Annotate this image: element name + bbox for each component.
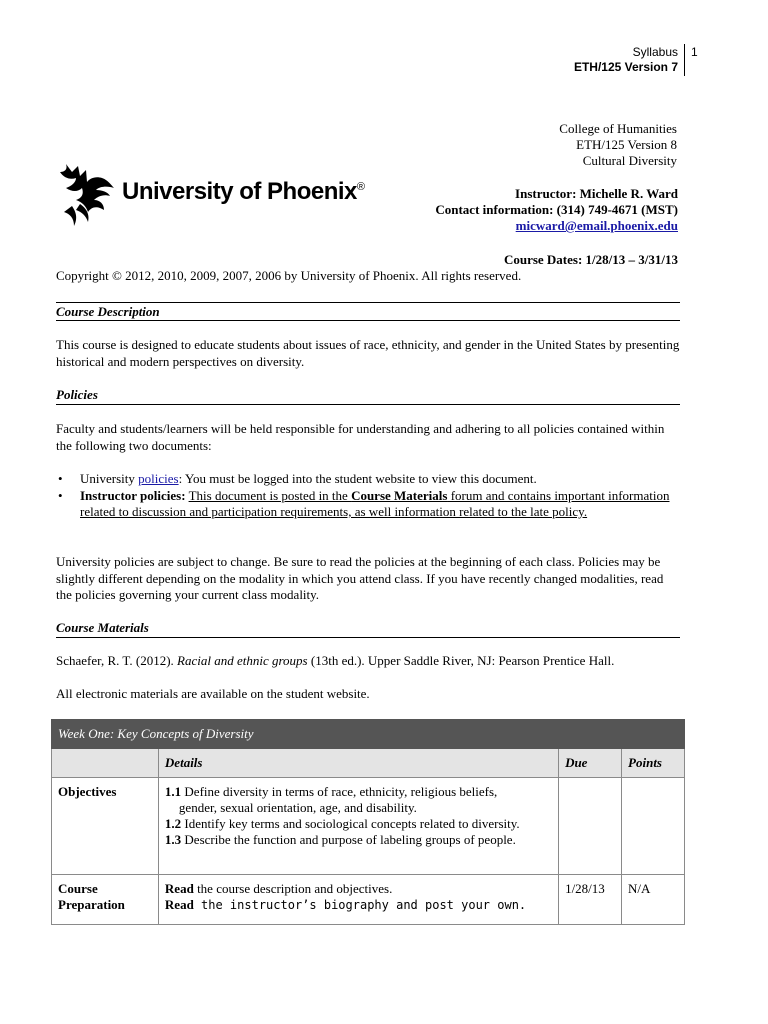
running-header [574,45,678,75]
prep-points: N/A [622,875,685,925]
objective-item-continued: gender, sexual orientation, age, and disability. [178,800,417,815]
electronic-materials-note: All electronic materials are available on the student website. [56,686,370,701]
objectives-due-cell [559,778,622,875]
details-column-header: Details [158,749,558,778]
section-rule [56,404,680,405]
policy-list [56,471,680,521]
objectives-label: Objectives [52,778,159,875]
due-column-header: Due [559,749,622,778]
policy-item-instructor: • Instructor policies: This document is posted in the Course Materials forum and contains important information related to discussion and participation requirements, as well information related to the late policy. [80,488,680,521]
table-row [52,778,685,875]
course-preparation-label: Course Preparation [52,875,159,925]
header-version: ETH/125 Version 7 [573,60,678,74]
section-rule [56,320,680,321]
objective-item: 1.2 Identify key terms and sociological concepts related to diversity. [164,816,520,831]
objectives-points-cell [622,778,685,875]
course-name: Cultural Diversity [582,153,677,168]
prep-due-date: 1/28/13 [559,875,622,925]
table-title-row [52,720,685,749]
instructor-contact: Contact information: (314) 749-4671 (MST) [435,202,678,217]
course-description-text: This course is designed to educate students about issues of race, ethnicity, and gender in the United States by presenting historical and modern perspectives on diversity. [56,337,680,369]
week-one-table [51,719,685,925]
table-row [52,875,685,925]
policies-link[interactable]: policies [138,471,179,486]
policy-item-university: • University policies: You must be logged into the student website to view this document. [80,471,680,488]
objective-item: 1.1 Define diversity in terms of race, ethnicity, religious beliefs, [164,784,498,799]
points-column-header: Points [622,749,685,778]
header-syllabus: Syllabus [632,45,678,59]
course-description-heading: Course Description [56,302,680,322]
objectives-list [158,778,558,875]
preparation-details [158,875,558,925]
instructor-block [435,186,678,234]
header-divider [684,44,685,76]
textbook-reference: Schaefer, R. T. (2012). Racial and ethnic groups (13th ed.). Upper Saddle River, NJ: Pearson Prentice Hall. [56,653,615,668]
course-dates: Course Dates: 1/28/13 – 3/31/13 [503,252,678,267]
college-name: College of Humanities [559,121,677,136]
blank-header-cell [52,749,159,778]
week-title: Week One: Key Concepts of Diversity [52,720,685,749]
instructor-name: Instructor: Michelle R. Ward [515,186,678,201]
policies-intro: Faculty and students/learners will be held responsible for understanding and adhering to all policies contained within the following two documents: [56,421,665,453]
phoenix-bird-icon [56,158,118,230]
prep-item: Read the instructor’s biography and post your own. [164,897,527,912]
course-code: ETH/125 Version 8 [576,137,677,152]
section-rule [56,637,680,638]
instructor-email-link[interactable]: micward@email.phoenix.edu [515,218,678,233]
policies-heading: Policies [56,387,98,402]
objective-item: 1.3 Describe the function and purpose of labeling groups of people. [164,832,516,847]
page-number: 1 [691,45,698,59]
policy-change-note: University policies are subject to change. Be sure to read the policies at the beginning of each class. Policies may be slightly different depending on the modality in which you attend class. If you have recently changed modalities, read the policies governing your current class modality. [56,554,664,602]
logo-wordmark: University of Phoenix® [122,178,365,205]
university-logo [56,158,366,230]
table-header-row [52,749,685,778]
prep-item: Read the course description and objectives. [164,881,393,896]
course-materials-heading: Course Materials [56,620,149,635]
copyright-notice: Copyright © 2012, 2010, 2009, 2007, 2006 by University of Phoenix. All rights reserved. [56,268,522,283]
college-block [559,121,677,169]
